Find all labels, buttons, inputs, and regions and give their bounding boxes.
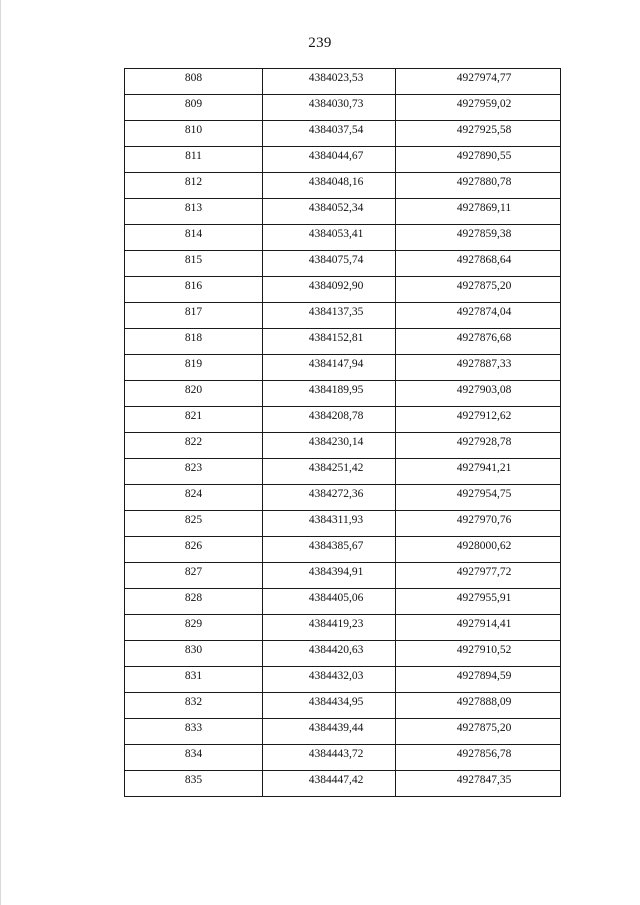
x-coordinate-cell: 4384053,41 <box>263 225 396 251</box>
x-coordinate-cell: 4384048,16 <box>263 173 396 199</box>
point-number-cell: 822 <box>125 433 263 459</box>
point-number-cell: 808 <box>125 69 263 95</box>
table-row <box>125 355 561 381</box>
x-coordinate-cell: 4384443,72 <box>263 745 396 771</box>
table-row <box>125 459 561 485</box>
y-coordinate-cell: 4927890,55 <box>396 147 561 173</box>
x-coordinate-cell: 4384075,74 <box>263 251 396 277</box>
y-coordinate-cell: 4927955,91 <box>396 589 561 615</box>
x-coordinate-cell: 4384023,53 <box>263 69 396 95</box>
x-coordinate-cell: 4384447,42 <box>263 771 396 797</box>
y-coordinate-cell: 4928000,62 <box>396 537 561 563</box>
x-coordinate-cell: 4384044,67 <box>263 147 396 173</box>
x-coordinate-cell: 4384272,36 <box>263 485 396 511</box>
x-coordinate-cell: 4384394,91 <box>263 563 396 589</box>
point-number-cell: 819 <box>125 355 263 381</box>
point-number-cell: 831 <box>125 667 263 693</box>
table-row <box>125 225 561 251</box>
point-number-cell: 824 <box>125 485 263 511</box>
y-coordinate-cell: 4927925,58 <box>396 121 561 147</box>
point-number-cell: 832 <box>125 693 263 719</box>
y-coordinate-cell: 4927856,78 <box>396 745 561 771</box>
x-coordinate-cell: 4384420,63 <box>263 641 396 667</box>
coordinate-table <box>124 68 561 797</box>
table-row <box>125 277 561 303</box>
y-coordinate-cell: 4927880,78 <box>396 173 561 199</box>
y-coordinate-cell: 4927954,75 <box>396 485 561 511</box>
y-coordinate-cell: 4927894,59 <box>396 667 561 693</box>
x-coordinate-cell: 4384037,54 <box>263 121 396 147</box>
point-number-cell: 815 <box>125 251 263 277</box>
table-row <box>125 251 561 277</box>
x-coordinate-cell: 4384311,93 <box>263 511 396 537</box>
y-coordinate-cell: 4927903,08 <box>396 381 561 407</box>
table-row <box>125 693 561 719</box>
y-coordinate-cell: 4927974,77 <box>396 69 561 95</box>
table-row <box>125 719 561 745</box>
y-coordinate-cell: 4927847,35 <box>396 771 561 797</box>
y-coordinate-cell: 4927912,62 <box>396 407 561 433</box>
point-number-cell: 820 <box>125 381 263 407</box>
point-number-cell: 809 <box>125 95 263 121</box>
x-coordinate-cell: 4384052,34 <box>263 199 396 225</box>
table-row <box>125 563 561 589</box>
table-row <box>125 303 561 329</box>
table-row <box>125 745 561 771</box>
table-row <box>125 199 561 225</box>
y-coordinate-cell: 4927875,20 <box>396 277 561 303</box>
point-number-cell: 818 <box>125 329 263 355</box>
y-coordinate-cell: 4927875,20 <box>396 719 561 745</box>
point-number-cell: 817 <box>125 303 263 329</box>
table-row <box>125 641 561 667</box>
x-coordinate-cell: 4384152,81 <box>263 329 396 355</box>
point-number-cell: 827 <box>125 563 263 589</box>
table-row <box>125 95 561 121</box>
y-coordinate-cell: 4927977,72 <box>396 563 561 589</box>
x-coordinate-cell: 4384405,06 <box>263 589 396 615</box>
y-coordinate-cell: 4927869,11 <box>396 199 561 225</box>
table-row <box>125 121 561 147</box>
y-coordinate-cell: 4927959,02 <box>396 95 561 121</box>
y-coordinate-cell: 4927859,38 <box>396 225 561 251</box>
y-coordinate-cell: 4927914,41 <box>396 615 561 641</box>
point-number-cell: 830 <box>125 641 263 667</box>
table-row <box>125 589 561 615</box>
table-row <box>125 381 561 407</box>
point-number-cell: 826 <box>125 537 263 563</box>
table-row <box>125 771 561 797</box>
y-coordinate-cell: 4927874,04 <box>396 303 561 329</box>
page-number: 239 <box>308 35 332 51</box>
scan-edge <box>0 0 1 905</box>
y-coordinate-cell: 4927888,09 <box>396 693 561 719</box>
x-coordinate-cell: 4384251,42 <box>263 459 396 485</box>
point-number-cell: 810 <box>125 121 263 147</box>
point-number-cell: 821 <box>125 407 263 433</box>
point-number-cell: 813 <box>125 199 263 225</box>
point-number-cell: 816 <box>125 277 263 303</box>
x-coordinate-cell: 4384385,67 <box>263 537 396 563</box>
x-coordinate-cell: 4384434,95 <box>263 693 396 719</box>
x-coordinate-cell: 4384230,14 <box>263 433 396 459</box>
table-row <box>125 433 561 459</box>
point-number-cell: 814 <box>125 225 263 251</box>
x-coordinate-cell: 4384030,73 <box>263 95 396 121</box>
point-number-cell: 835 <box>125 771 263 797</box>
table-row <box>125 147 561 173</box>
y-coordinate-cell: 4927876,68 <box>396 329 561 355</box>
table-row <box>125 615 561 641</box>
x-coordinate-cell: 4384147,94 <box>263 355 396 381</box>
table-row <box>125 329 561 355</box>
y-coordinate-cell: 4927868,64 <box>396 251 561 277</box>
x-coordinate-cell: 4384189,95 <box>263 381 396 407</box>
point-number-cell: 834 <box>125 745 263 771</box>
point-number-cell: 812 <box>125 173 263 199</box>
table-row <box>125 537 561 563</box>
x-coordinate-cell: 4384439,44 <box>263 719 396 745</box>
x-coordinate-cell: 4384432,03 <box>263 667 396 693</box>
x-coordinate-cell: 4384137,35 <box>263 303 396 329</box>
table-row <box>125 173 561 199</box>
y-coordinate-cell: 4927970,76 <box>396 511 561 537</box>
point-number-cell: 828 <box>125 589 263 615</box>
table-row <box>125 667 561 693</box>
point-number-cell: 823 <box>125 459 263 485</box>
point-number-cell: 811 <box>125 147 263 173</box>
x-coordinate-cell: 4384419,23 <box>263 615 396 641</box>
table-row <box>125 511 561 537</box>
y-coordinate-cell: 4927910,52 <box>396 641 561 667</box>
table-row <box>125 69 561 95</box>
coordinate-table-body <box>125 69 561 797</box>
x-coordinate-cell: 4384092,90 <box>263 277 396 303</box>
table-row <box>125 485 561 511</box>
y-coordinate-cell: 4927941,21 <box>396 459 561 485</box>
point-number-cell: 833 <box>125 719 263 745</box>
table-row <box>125 407 561 433</box>
x-coordinate-cell: 4384208,78 <box>263 407 396 433</box>
y-coordinate-cell: 4927887,33 <box>396 355 561 381</box>
y-coordinate-cell: 4927928,78 <box>396 433 561 459</box>
point-number-cell: 825 <box>125 511 263 537</box>
point-number-cell: 829 <box>125 615 263 641</box>
